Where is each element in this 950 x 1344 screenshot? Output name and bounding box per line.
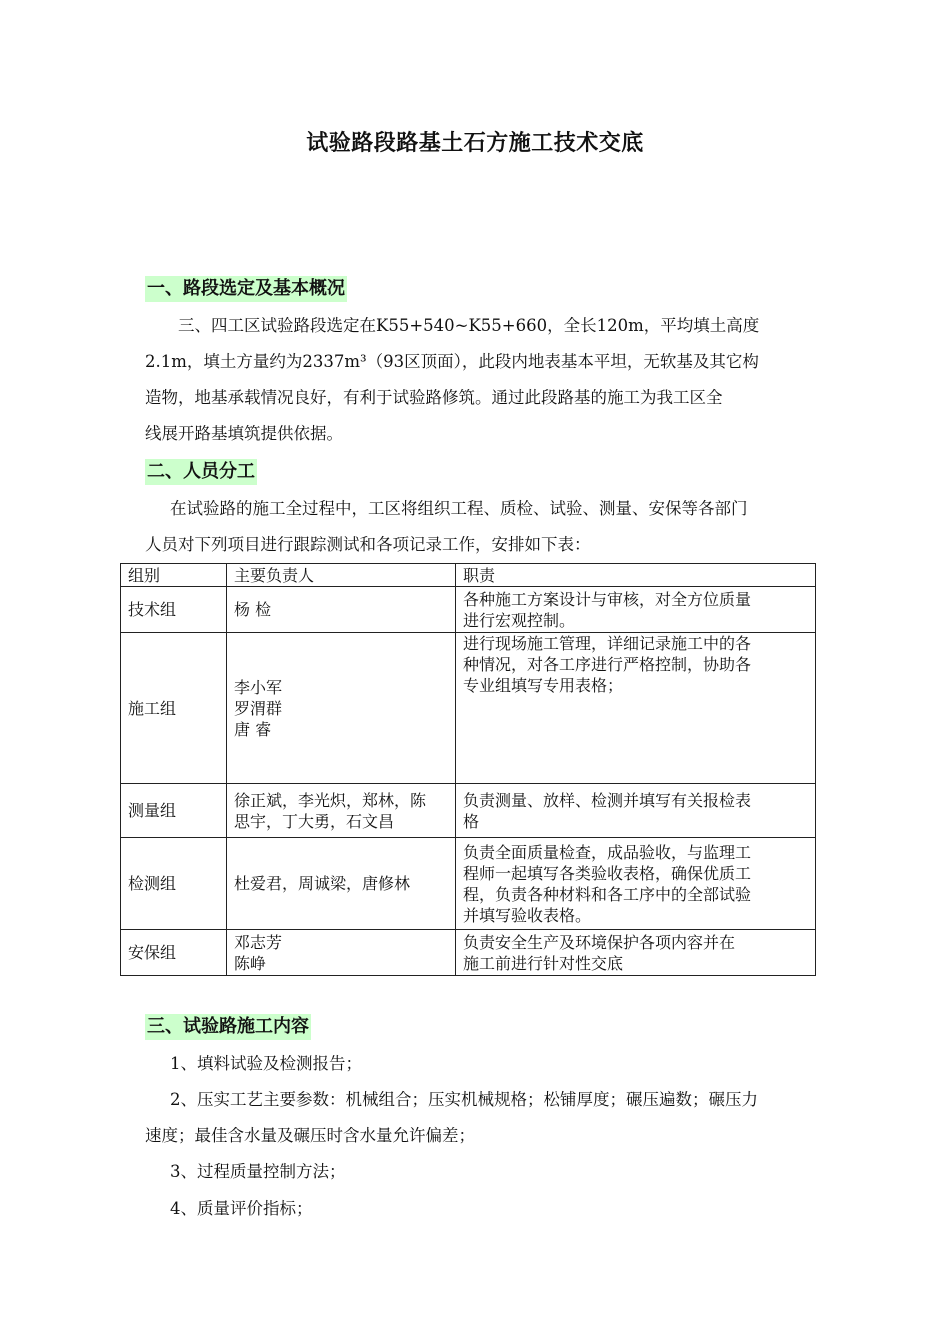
section1-line-2: 2.1m，填土方量约为2337m³（93区顶面），此段内地表基本平坦，无软基及其它构 (145, 352, 759, 371)
section3-item-2: 2、压实工艺主要参数：机械组合；压实机械规格；松铺厚度；碾压遍数；碾压力 (170, 1090, 758, 1109)
section3-item-3: 3、过程质量控制方法； (170, 1162, 346, 1181)
duty-line: 程，负责各种材料和各工序中的全部试验 (463, 884, 752, 904)
row-duty (456, 633, 816, 784)
duty-line: 专业组填写专用表格； (463, 676, 624, 695)
section1-line-1: 三、四工区试验路段选定在K55+540~K55+660，全长120m，平均填土高度 (178, 316, 760, 335)
table-row (121, 838, 816, 930)
row-people (227, 587, 456, 633)
section3-heading: 三、试验路施工内容 (145, 1014, 311, 1040)
person: 陈峥 (234, 953, 267, 973)
duty-line: 格 (463, 811, 480, 831)
duty-line: 进行现场施工管理，详细记录施工中的各 (463, 634, 752, 653)
table-header-row (121, 564, 816, 587)
table-row (121, 587, 816, 633)
table-row (121, 930, 816, 976)
staff-assignment-table (120, 563, 816, 976)
row-duty (456, 784, 816, 838)
row-people (227, 633, 456, 784)
section3-item-1: 1、填料试验及检测报告； (170, 1054, 362, 1073)
row-people (227, 838, 456, 930)
header-group: 组别 (121, 564, 227, 587)
row-group: 安保组 (121, 930, 227, 976)
person: 罗渭群 (234, 698, 283, 718)
section3-item-2-cont: 速度；最佳含水量及碾压时含水量允许偏差； (145, 1126, 475, 1145)
duty-line: 进行宏观控制。 (463, 610, 576, 630)
duty-line: 负责全面质量检查，成品验收，与监理工 (463, 842, 752, 862)
person: 徐正斌，李光炽，郑林，陈 (234, 790, 427, 810)
person: 李小军 (234, 677, 283, 697)
duty-line: 种情况，对各工序进行严格控制，协助各 (463, 655, 752, 674)
section1-line-3: 造物，地基承载情况良好，有利于试验路修筑。通过此段路基的施工为我工区全 (145, 388, 723, 407)
section3-item-4: 4、质量评价指标； (170, 1199, 313, 1218)
duty-line: 各种施工方案设计与审核，对全方位质量 (463, 589, 752, 609)
row-group: 技术组 (121, 587, 227, 633)
duty-line: 程师一起填写各类验收表格，确保优质工 (463, 863, 752, 883)
person: 思宇，丁大勇，石文昌 (234, 811, 395, 831)
person: 杨 检 (234, 600, 272, 619)
table-row (121, 784, 816, 838)
document-title: 试验路段路基土石方施工技术交底 (306, 131, 644, 156)
table-row (121, 633, 816, 784)
row-group: 检测组 (121, 838, 227, 930)
row-duty (456, 838, 816, 930)
row-duty (456, 930, 816, 976)
duty-line: 负责测量、放样、检测并填写有关报检表 (463, 790, 752, 810)
duty-line: 并填写验收表格。 (463, 905, 592, 925)
person: 杜爱君，周诚梁，唐修林 (234, 874, 411, 893)
row-group: 测量组 (121, 784, 227, 838)
section1-heading: 一、路段选定及基本概况 (145, 276, 347, 302)
person: 唐 睿 (234, 719, 272, 739)
duty-line: 施工前进行针对性交底 (463, 953, 624, 973)
row-duty (456, 587, 816, 633)
row-people (227, 784, 456, 838)
row-people (227, 930, 456, 976)
section1-line-4: 线展开路基填筑提供依据。 (145, 424, 343, 443)
row-group: 施工组 (121, 633, 227, 784)
header-people: 主要负责人 (227, 564, 456, 587)
person: 邓志芳 (234, 932, 283, 952)
header-duty: 职责 (456, 564, 816, 587)
duty-line: 负责安全生产及环境保护各项内容并在 (463, 932, 736, 952)
section2-line-2: 人员对下列项目进行跟踪测试和各项记录工作，安排如下表： (145, 535, 591, 554)
section2-heading: 二、人员分工 (145, 459, 257, 485)
section2-line-1: 在试验路的施工全过程中，工区将组织工程、质检、试验、测量、安保等各部门 (170, 499, 748, 518)
